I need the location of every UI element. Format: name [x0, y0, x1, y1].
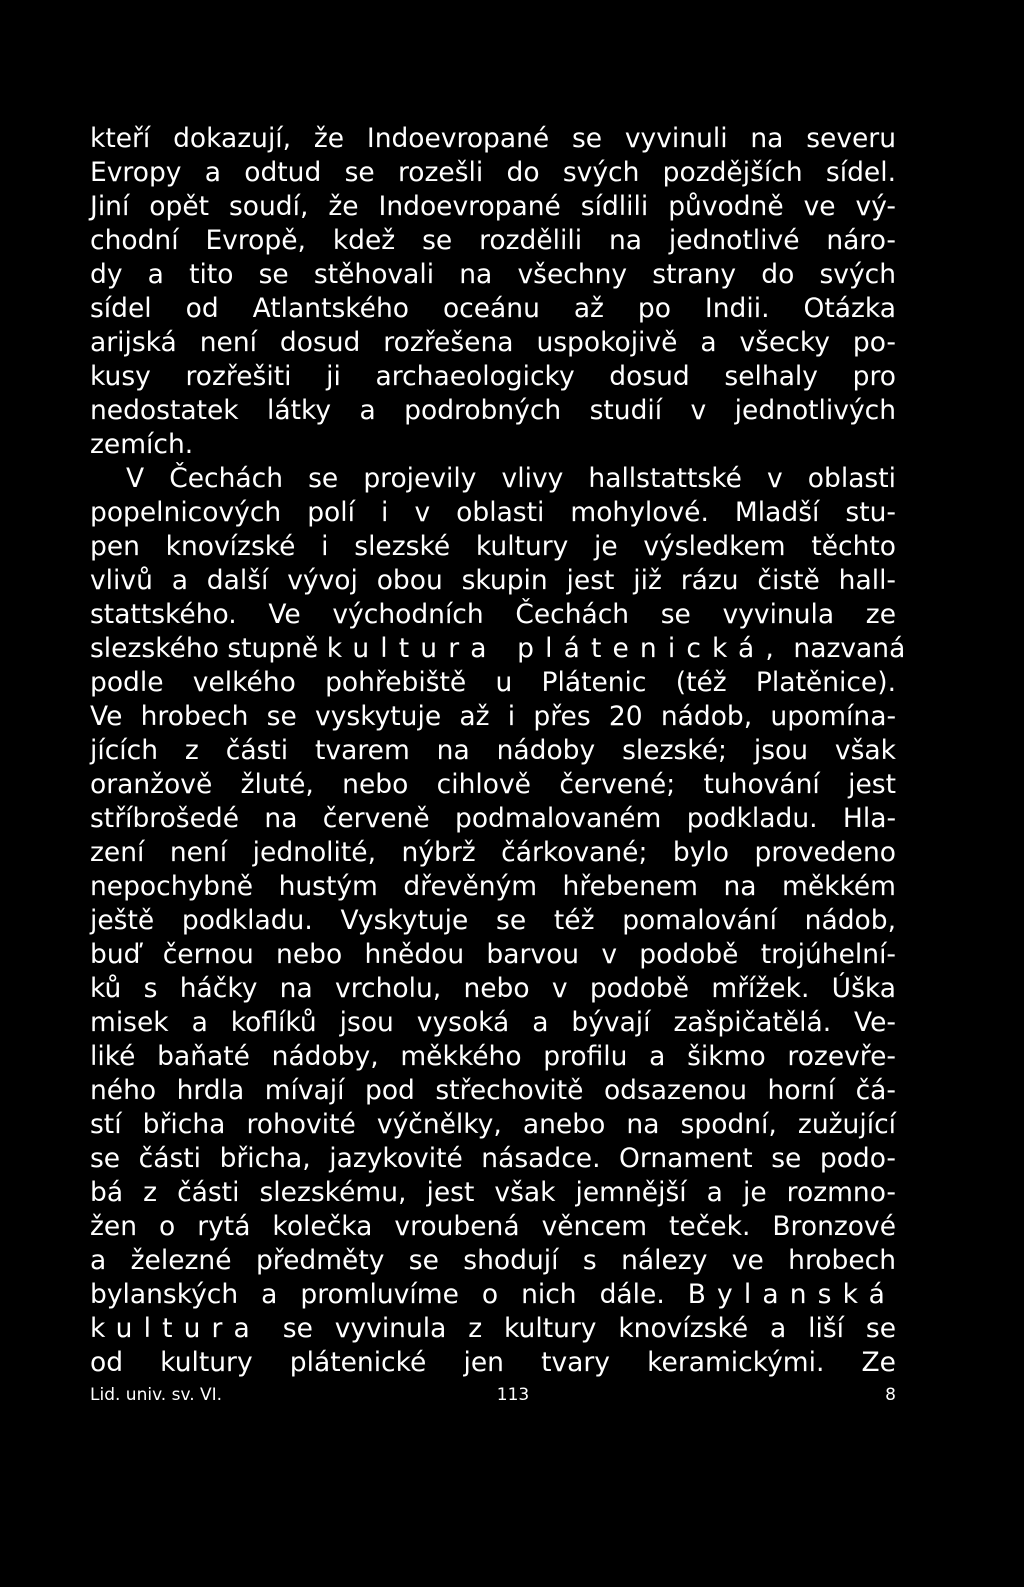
text-line-10: zemích.: [90, 429, 194, 460]
footer-series-label: Lid. univ. sv. VI.: [90, 1385, 223, 1405]
text-line-19: jících z části tvarem na nádoby slezské; jsou však: [90, 735, 896, 766]
text-line-2: Evropy a odtud se rozešli do svých pozdějších sídel.: [90, 157, 896, 188]
text-line-8: kusy rozřešiti ji archaeologicky dosud selhaly pro: [90, 361, 896, 392]
text-line-18: Ve hrobech se vyskytuje až i přes 20 nádob, upomína-: [90, 701, 896, 732]
page-text: [90, 122, 906, 1380]
text-line-26: ků s háčky na vrcholu, nebo v podobě mřížek. Úška: [90, 973, 896, 1004]
text-line-35: [90, 1278, 896, 1312]
text-line-27: misek a koflíků jsou vysoká a bývají zašpičatělá. Ve-: [90, 1007, 896, 1038]
text-line-17: podle velkého pohřebiště u Plátenic (též Platěnice).: [90, 667, 896, 698]
text-line-16: [90, 632, 906, 666]
text-line-7: arijská není dosud rozřešena uspokojivě a všecky po-: [90, 327, 896, 358]
text-line-32: bá z části slezskému, jest však jemnější a je rozmno-: [90, 1177, 896, 1208]
spaced-term-platenicka: kultura plátenická,: [326, 633, 785, 664]
text-line-11: V Čechách se projevily vlivy hallstattské v oblasti: [126, 463, 896, 494]
line16-suffix: nazvaná: [793, 633, 906, 664]
line16-prefix: slezského stupně: [90, 633, 319, 664]
spaced-term-bylanska: Bylanská: [687, 1279, 896, 1310]
text-line-1: kteří dokazují, že Indoevropané se vyvinuli na severu: [90, 123, 896, 154]
text-line-12: popelnicových polí i v oblasti mohylové. Mladší stu-: [90, 497, 896, 528]
text-line-34: a železné předměty se shodují s nálezy ve hrobech: [90, 1245, 896, 1276]
text-line-28: liké baňaté nádoby, měkkého profilu a šikmo rozevře-: [90, 1041, 896, 1072]
text-line-37: od kultury plátenické jen tvary keramickými. Ze: [90, 1347, 896, 1378]
text-line-6: sídel od Atlantského oceánu až po Indii. Otázka: [90, 293, 896, 324]
text-line-13: pen knovízské i slezské kultury je výsledkem těchto: [90, 531, 896, 562]
line35-suffix: se vyvinula z kultury knovízské a liší se: [282, 1313, 896, 1344]
text-line-15: stattského. Ve východních Čechách se vyvinula ze: [90, 599, 896, 630]
text-line-3: Jiní opět soudí, že Indoevropané sídlili původně ve vý-: [90, 191, 896, 222]
spaced-term-kultura: kultura: [90, 1313, 261, 1344]
text-line-36: [90, 1312, 896, 1346]
text-line-14: vlivů a další vývoj obou skupin jest již rázu čistě hall-: [90, 565, 896, 596]
text-line-25: buď černou nebo hnědou barvou v podobě trojúhelní-: [90, 939, 896, 970]
text-line-22: zení není jednolité, nýbrž čárkované; bylo provedeno: [90, 837, 896, 868]
page-footer: [90, 1380, 896, 1410]
text-line-24: ještě podkladu. Vyskytuje se též pomalování nádob,: [90, 905, 896, 936]
page-number: 113: [496, 1385, 530, 1405]
text-line-30: stí břicha rohovité výčnělky, anebo na spodní, zužující: [90, 1109, 896, 1140]
text-line-23: nepochybně hustým dřevěným hřebenem na měkkém: [90, 871, 896, 902]
text-line-31: se části břicha, jazykovité násadce. Ornament se podo-: [90, 1143, 896, 1174]
text-line-9: nedostatek látky a podrobných studií v jednotlivých: [90, 395, 896, 426]
text-line-21: stříbrošedé na červeně podmalovaném podkladu. Hla-: [90, 803, 896, 834]
signature-mark: 8: [885, 1385, 896, 1405]
text-line-33: žen o rytá kolečka vroubená věncem teček. Bronzové: [90, 1211, 896, 1242]
text-line-5: dy a tito se stěhovali na všechny strany do svých: [90, 259, 896, 290]
text-line-29: ného hrdla mívají pod střechovitě odsazenou horní čá-: [90, 1075, 896, 1106]
text-line-4: chodní Evropě, kdež se rozdělili na jednotlivé náro-: [90, 225, 896, 256]
text-line-20: oranžově žluté, nebo cihlově červené; tuhování jest: [90, 769, 896, 800]
line34-prefix: bylanských a promluvíme o nich dále.: [90, 1279, 665, 1310]
